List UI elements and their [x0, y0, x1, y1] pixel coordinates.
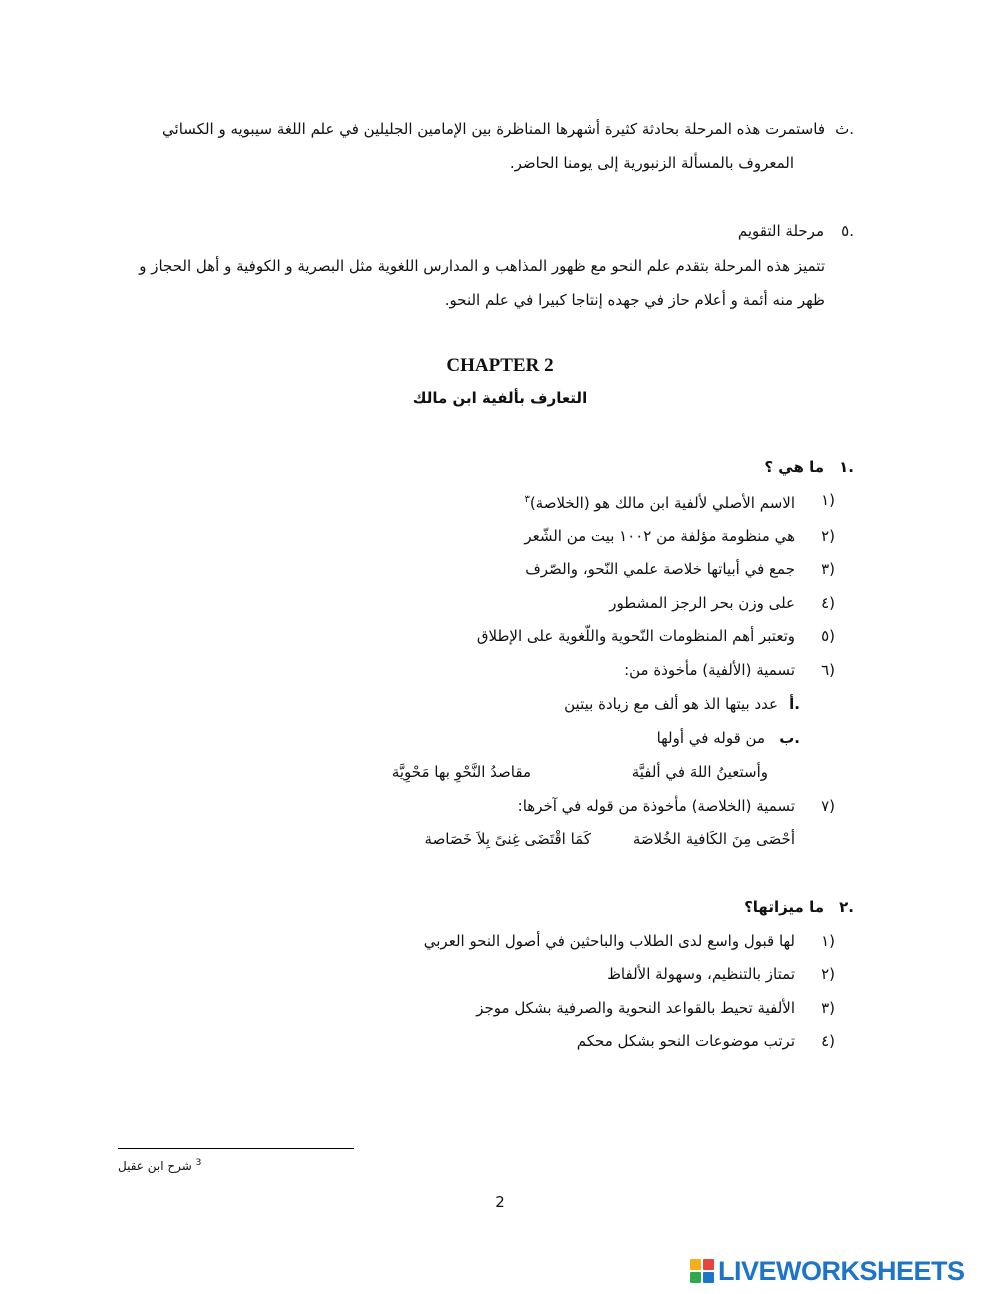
q2-number: ٢.: [839, 898, 854, 916]
list-number: ٢): [821, 527, 835, 545]
list-item: [524, 490, 795, 513]
q1-heading: ما هي ؟: [764, 458, 824, 476]
liveworksheets-logo-text: LIVEWORKSHEETS: [718, 1255, 965, 1286]
sub-item-label: أ.: [789, 695, 800, 713]
list-item: تسمية (الخلاصة) مأخوذة من قوله في آخرها:: [517, 797, 795, 815]
verse-hemistich-second: كَمَا اقْتَضَى غِنىً بِلاَ خَصَاصة: [424, 830, 591, 848]
paragraph-line: تتميز هذه المرحلة بتقدم علم النحو مع ظهور المذاهب و المدارس اللغوية مثل البصرية و الكوفية و أهل الحجاز و: [139, 257, 825, 275]
list-item: هي منظومة مؤلفة من ١٠٠٢ بيت من الشّعر: [524, 527, 795, 545]
item5-title: مرحلة التقويم: [737, 222, 824, 240]
list-item: جمع في أبياتها خلاصة علمي النّحو، والصّرف: [525, 560, 795, 578]
list-number: ١): [821, 491, 835, 509]
list-number: ١): [821, 932, 835, 950]
footnote-divider: [118, 1148, 354, 1149]
footnote: [118, 1158, 201, 1173]
verse-hemistich-first: وأستعينُ اللهَ في ألفيَّة: [631, 763, 768, 781]
list-item: الألفية تحيط بالقواعد النحوية والصرفية بشكل موجز: [476, 999, 795, 1017]
chapter-subtitle: التعارف بألفية ابن مالك: [412, 389, 588, 407]
verse-hemistich-second: مقاصدُ النَّحْوِ بها مَحْوِيَّة: [391, 763, 531, 781]
liveworksheets-logo-icon: [690, 1259, 714, 1283]
sub-item-label: ب.: [779, 729, 800, 747]
footnote-text: شرح ابن عقيل: [118, 1159, 192, 1173]
list-item: وتعتبر أهم المنظومات النّحوية واللّغوية على الإطلاق: [476, 627, 795, 645]
sub-item-text: من قوله في أولها: [656, 729, 765, 747]
list-number: ٤): [821, 594, 835, 612]
footnote-ref: ٣: [524, 494, 530, 505]
paragraph-line: المعروف بالمسألة الزنبورية إلى يومنا الحاضر.: [509, 154, 794, 172]
list-number: ٢): [821, 965, 835, 983]
chapter-title: CHAPTER 2: [446, 355, 554, 376]
list-item: لها قبول واسع لدى الطلاب والباحثين في أصول النحو العربي: [423, 932, 795, 950]
list-item: ترتب موضوعات النحو بشكل محكم: [576, 1032, 795, 1050]
paragraph-line: فاستمرت هذه المرحلة بحادثة كثيرة أشهرها المناظرة بين الإمامين الجليلين في علم اللغة سيبويه و الكسائي: [162, 120, 825, 138]
list-number: ٥): [821, 627, 835, 645]
item5-label: ٥.: [841, 222, 854, 240]
page-number: 2: [495, 1193, 505, 1211]
list-number: ٤): [821, 1032, 835, 1050]
paragraph-line: ظهر منه أئمة و أعلام حاز في جهده إنتاجا كبيرا في علم النحو.: [444, 291, 825, 309]
list-number: ٣): [821, 999, 835, 1017]
list-item: على وزن بحر الرجز المشطور: [609, 594, 795, 612]
list-item: تمتاز بالتنظيم، وسهولة الألفاظ: [607, 965, 795, 983]
verse-hemistich-first: أحْصَى مِنَ الكَافية الخُلاصَة: [632, 830, 795, 848]
footnote-marker: 3: [195, 1158, 202, 1168]
q1-number: ١.: [839, 458, 854, 476]
list-number: ٦): [821, 661, 835, 679]
sub-item-text: عدد بيتها الذ هو ألف مع زيادة بيتين: [564, 695, 778, 713]
list-number: ٧): [821, 797, 835, 815]
list-number: ٣): [821, 560, 835, 578]
list-item: تسمية (الألفية) مأخوذة من:: [624, 661, 795, 679]
q2-heading: ما ميزاتها؟: [744, 898, 824, 916]
list-item-text: الاسم الأصلي لألفية ابن مالك هو (الخلاصة): [529, 494, 795, 512]
liveworksheets-logo: [690, 1255, 965, 1287]
item-tha-label: ث.: [835, 120, 854, 138]
